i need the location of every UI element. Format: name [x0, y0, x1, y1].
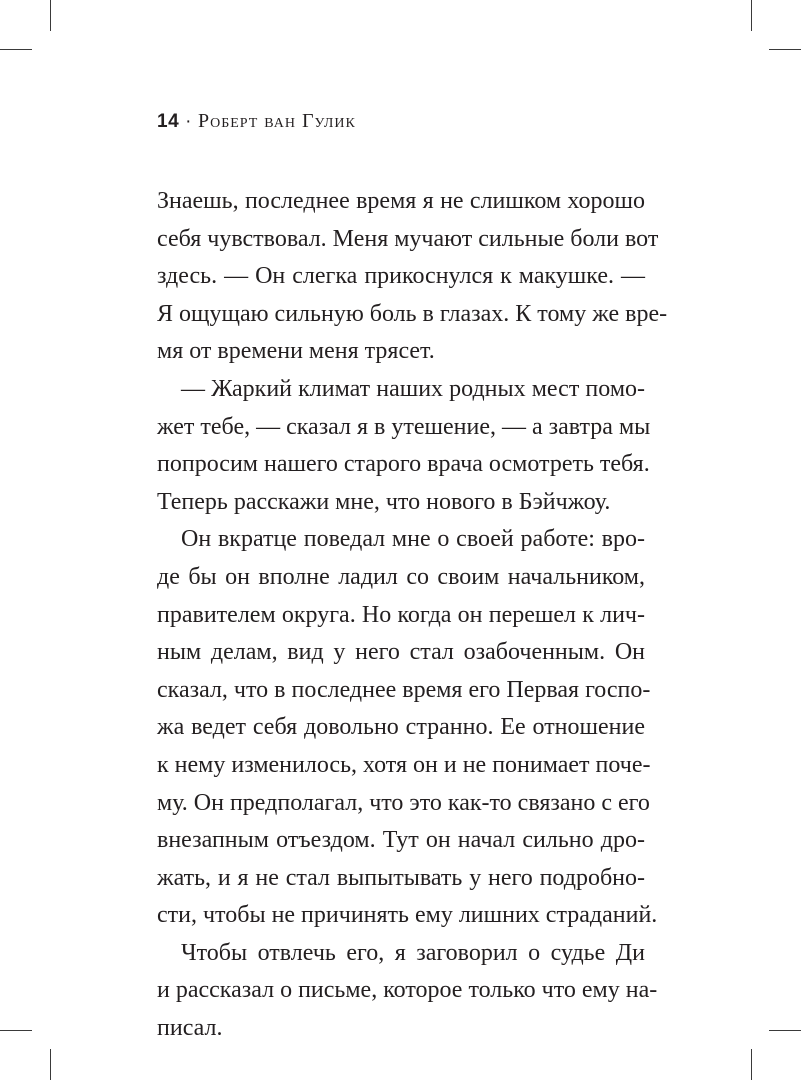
text-line: ным делам, вид у него стал озабоченным. Он	[157, 639, 645, 666]
crop-mark-top-left-horizontal	[0, 49, 32, 50]
text-line: жать, и я не стал выпытывать у него подробно-	[157, 864, 645, 891]
text-line: себя чувствовал. Меня мучают сильные боли вот	[157, 225, 659, 252]
text-line: Теперь расскажи мне, что нового в Бэйчжоу.	[157, 488, 611, 515]
text-line: внезапным отъездом. Тут он начал сильно дро-	[157, 827, 645, 854]
crop-mark-top-left-vertical	[50, 0, 51, 31]
crop-mark-bottom-right-vertical	[751, 1049, 752, 1080]
crop-mark-bottom-left-vertical	[50, 1049, 51, 1080]
crop-mark-bottom-left-horizontal	[0, 1030, 32, 1031]
text-line: и рассказал о письме, которое только что ему на-	[157, 977, 658, 1004]
author-name: Роберт ван Гулик	[197, 110, 356, 132]
running-head	[157, 110, 356, 133]
text-line: мя от времени меня трясет.	[157, 338, 435, 365]
text-line: Чтобы отвлечь его, я заговорил о судье Ди	[181, 939, 645, 966]
text-line: сказал, что в последнее время его Первая госпо-	[157, 676, 651, 703]
body-text	[157, 183, 668, 1048]
text-line: жа ведет себя довольно странно. Ее отношение	[157, 714, 645, 741]
text-line: Он вкратце поведал мне о своей работе: вро-	[181, 526, 645, 553]
crop-mark-bottom-right-horizontal	[769, 1030, 801, 1031]
text-line: сти, чтобы не причинять ему лишних страданий.	[157, 902, 658, 929]
text-line: жет тебе, — сказал я в утешение, — а завтра мы	[157, 413, 651, 440]
text-line: му. Он предполагал, что это как-то связано с его	[157, 789, 650, 816]
text-line: здесь. — Он слегка прикоснулся к макушке. —	[157, 263, 645, 290]
text-line: к нему изменилось, хотя он и не понимает поче-	[157, 751, 651, 778]
separator-dot: ·	[185, 111, 192, 132]
text-line: Знаешь, последнее время я не слишком хорошо	[157, 188, 645, 214]
text-line: — Жаркий климат наших родных мест помо-	[181, 375, 645, 402]
text-line: правителем округа. Но когда он перешел к лич-	[157, 601, 645, 628]
text-line: попросим нашего старого врача осмотреть тебя.	[157, 451, 650, 478]
text-line: де бы он вполне ладил со своим начальником,	[157, 563, 645, 590]
crop-mark-top-right-vertical	[751, 0, 752, 31]
crop-mark-top-right-horizontal	[769, 49, 801, 50]
text-line: писал.	[157, 1015, 223, 1042]
text-line: Я ощущаю сильную боль в глазах. К тому же вре-	[157, 300, 668, 327]
page-number: 14	[157, 111, 180, 132]
